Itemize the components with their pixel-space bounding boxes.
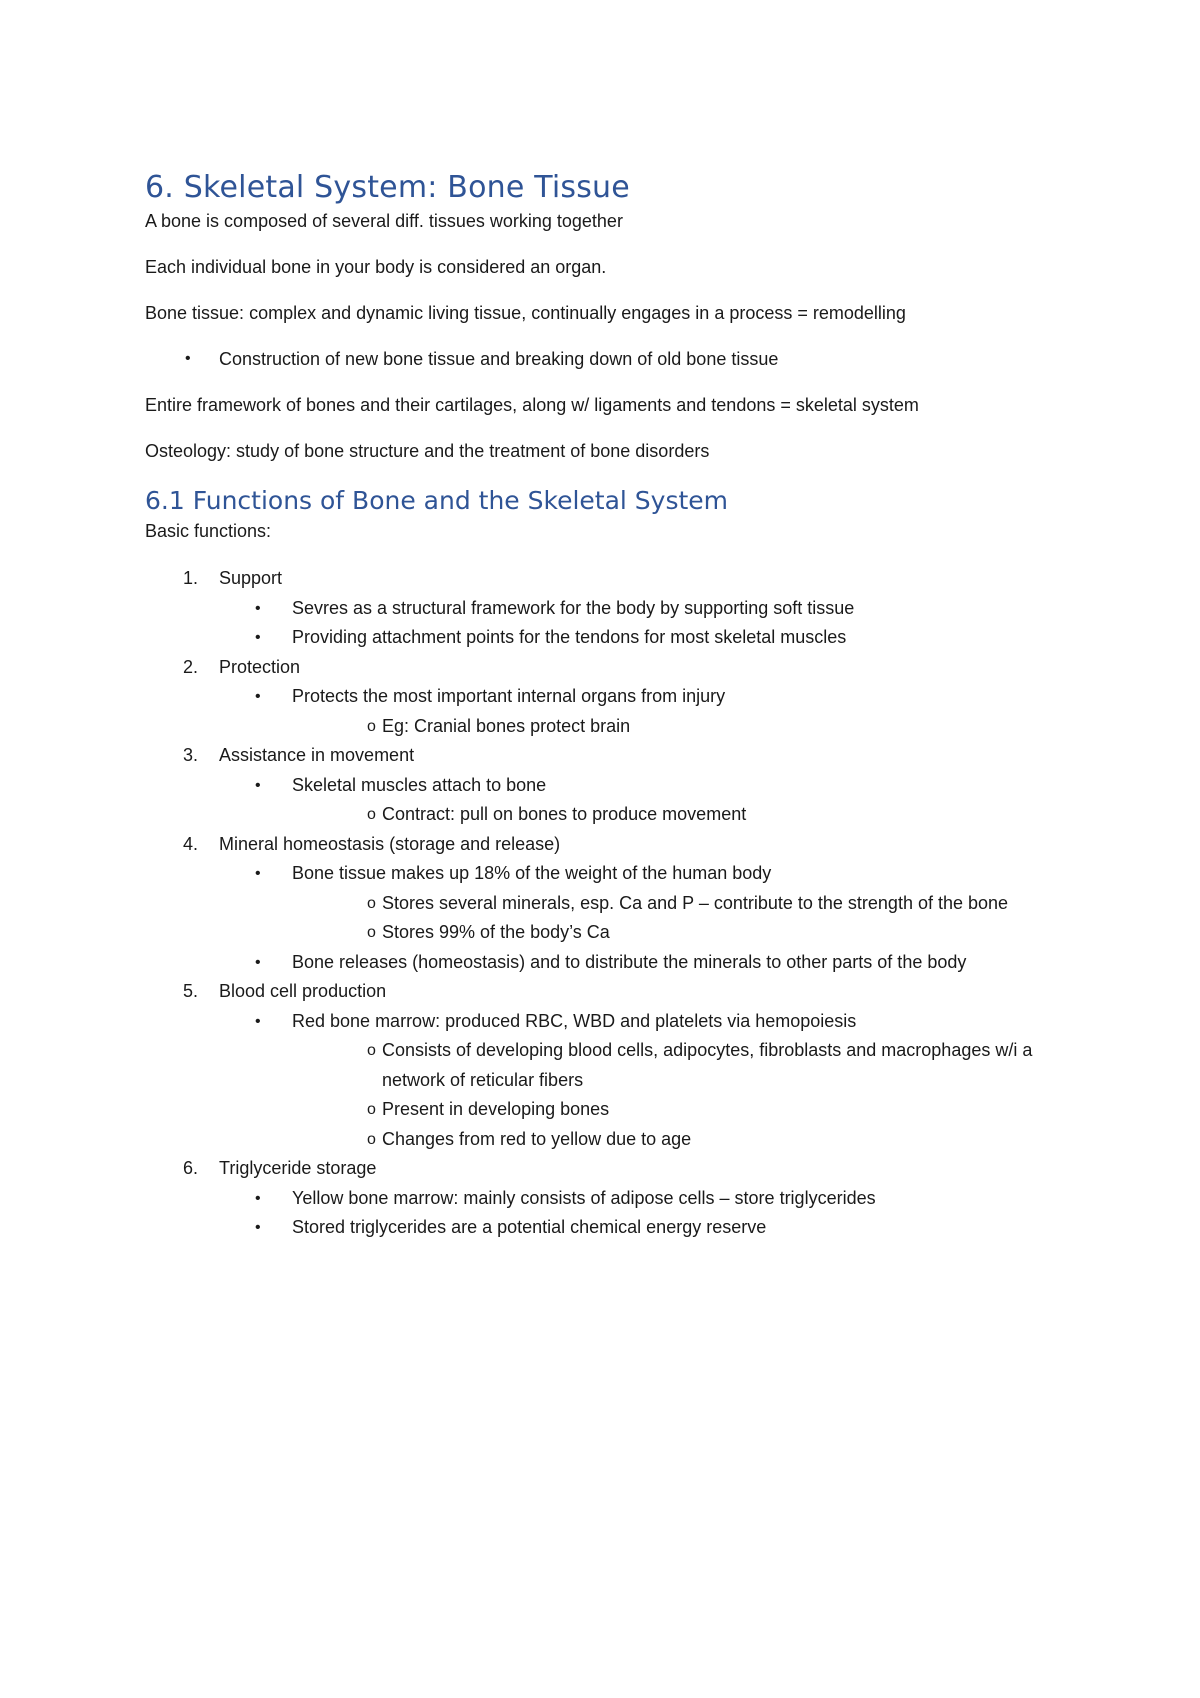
function-number: 4. <box>183 833 199 854</box>
basic-functions-label: Basic functions: <box>145 521 272 541</box>
sub-bullet-item <box>367 800 1065 830</box>
function-item <box>145 830 1065 978</box>
functions-list <box>145 564 1065 1243</box>
sub-bullet-icon: o <box>367 1101 376 1118</box>
sub-bullet-item <box>367 918 1065 948</box>
function-bullets <box>145 771 1065 830</box>
sub-bullet-text: Contract: pull on bones to produce movement <box>382 804 747 824</box>
function-number: 3. <box>183 745 199 765</box>
bullet-item <box>145 1213 1065 1243</box>
sub-bullet-icon: o <box>367 894 376 912</box>
sub-bullet-icon: o <box>367 1130 376 1148</box>
function-label: Protection <box>219 656 301 677</box>
sub-bullet-icon: o <box>367 806 376 823</box>
function-label: Support <box>219 568 283 588</box>
bullet-icon: • <box>255 629 261 646</box>
framework-paragraph: Entire framework of bones and their cartilages, along w/ ligaments and tendons = skeletal system <box>145 395 919 415</box>
bullet-text: Providing attachment points for the tendons for most skeletal muscles <box>292 627 847 647</box>
bullet-text: Red bone marrow: produced RBC, WBD and platelets via hemopoiesis <box>292 1010 857 1031</box>
function-item <box>145 741 1065 830</box>
bullet-item <box>145 623 1065 653</box>
bullet-icon: • <box>255 865 261 882</box>
intro-paragraph: Each individual bone in your body is considered an organ. <box>145 257 607 277</box>
bullet-icon: • <box>255 599 261 617</box>
sub-bullet-item <box>367 1036 1065 1095</box>
bullet-item <box>145 1007 1065 1155</box>
function-number: 1. <box>183 568 199 588</box>
function-label: Assistance in movement <box>219 745 415 765</box>
function-number: 6. <box>183 1158 199 1178</box>
page-title: 6. Skeletal System: Bone Tissue <box>145 170 630 205</box>
sub-bullet-icon: o <box>367 924 376 941</box>
sub-bullet-item <box>367 712 1065 742</box>
intro-paragraph: Bone tissue: complex and dynamic living tissue, continually engages in a process = remodelling <box>145 303 906 323</box>
sub-bullet-item <box>367 1125 1065 1155</box>
function-label: Mineral homeostasis (storage and release) <box>219 833 561 854</box>
sub-bullet-text: Stores 99% of the body’s Ca <box>382 922 610 942</box>
sub-bullets <box>292 712 1065 742</box>
function-label: Blood cell production <box>219 981 387 1001</box>
bullet-icon: • <box>255 1219 261 1236</box>
document-content <box>145 168 1065 1243</box>
intro-bullet-text: Construction of new bone tissue and breaking down of old bone tissue <box>219 349 779 369</box>
bullet-item <box>145 859 1065 948</box>
function-bullets <box>145 1007 1065 1155</box>
sub-bullet-icon: o <box>367 717 376 735</box>
sub-bullet-item <box>367 1095 1065 1125</box>
function-item <box>145 564 1065 653</box>
function-bullets <box>145 682 1065 741</box>
function-bullets <box>145 594 1065 653</box>
function-bullets <box>145 859 1065 977</box>
sub-bullet-item <box>367 889 1065 919</box>
sub-bullet-text: Consists of developing blood cells, adipocytes, fibroblasts and macrophages w/i a network of reticular fibers <box>382 1040 1033 1090</box>
bullet-text: Stored triglycerides are a potential chemical energy reserve <box>292 1217 767 1237</box>
bullet-icon: • <box>185 350 191 367</box>
bullet-icon: • <box>255 688 261 705</box>
function-number: 2. <box>183 656 199 677</box>
function-number: 5. <box>183 981 199 1001</box>
bullet-icon: • <box>255 1012 261 1030</box>
bullet-text: Protects the most important internal organs from injury <box>292 686 726 706</box>
bullet-item <box>145 948 1065 978</box>
section-heading: 6.1 Functions of Bone and the Skeletal System <box>145 486 729 515</box>
function-item <box>145 653 1065 742</box>
bullet-text: Bone tissue makes up 18% of the weight of the human body <box>292 863 772 883</box>
sub-bullets <box>292 1036 1065 1154</box>
function-item <box>145 977 1065 1154</box>
bullet-text: Skeletal muscles attach to bone <box>292 774 547 795</box>
intro-bullet-item <box>145 346 1065 372</box>
bullet-text: Yellow bone marrow: mainly consists of adipose cells – store triglycerides <box>292 1187 876 1208</box>
intro-paragraph: A bone is composed of several diff. tissues working together <box>145 211 623 231</box>
bullet-icon: • <box>255 953 261 971</box>
sub-bullets <box>292 800 1065 830</box>
sub-bullet-text: Stores several minerals, esp. Ca and P – contribute to the strength of the bone <box>382 892 1009 913</box>
bullet-text: Sevres as a structural framework for the body by supporting soft tissue <box>292 597 855 618</box>
sub-bullet-text: Eg: Cranial bones protect brain <box>382 715 631 736</box>
function-item <box>145 1154 1065 1243</box>
bullet-item <box>145 594 1065 624</box>
function-label: Triglyceride storage <box>219 1158 377 1178</box>
function-bullets <box>145 1184 1065 1243</box>
sub-bullet-text: Present in developing bones <box>382 1099 610 1119</box>
bullet-item <box>145 771 1065 830</box>
sub-bullets <box>292 889 1065 948</box>
bullet-text: Bone releases (homeostasis) and to distribute the minerals to other parts of the body <box>292 951 967 972</box>
sub-bullet-text: Changes from red to yellow due to age <box>382 1128 692 1149</box>
bullet-icon: • <box>255 776 261 794</box>
bullet-item <box>145 682 1065 741</box>
bullet-icon: • <box>255 1189 261 1207</box>
bullet-item <box>145 1184 1065 1214</box>
sub-bullet-icon: o <box>367 1042 376 1059</box>
osteology-paragraph: Osteology: study of bone structure and the treatment of bone disorders <box>145 441 710 461</box>
